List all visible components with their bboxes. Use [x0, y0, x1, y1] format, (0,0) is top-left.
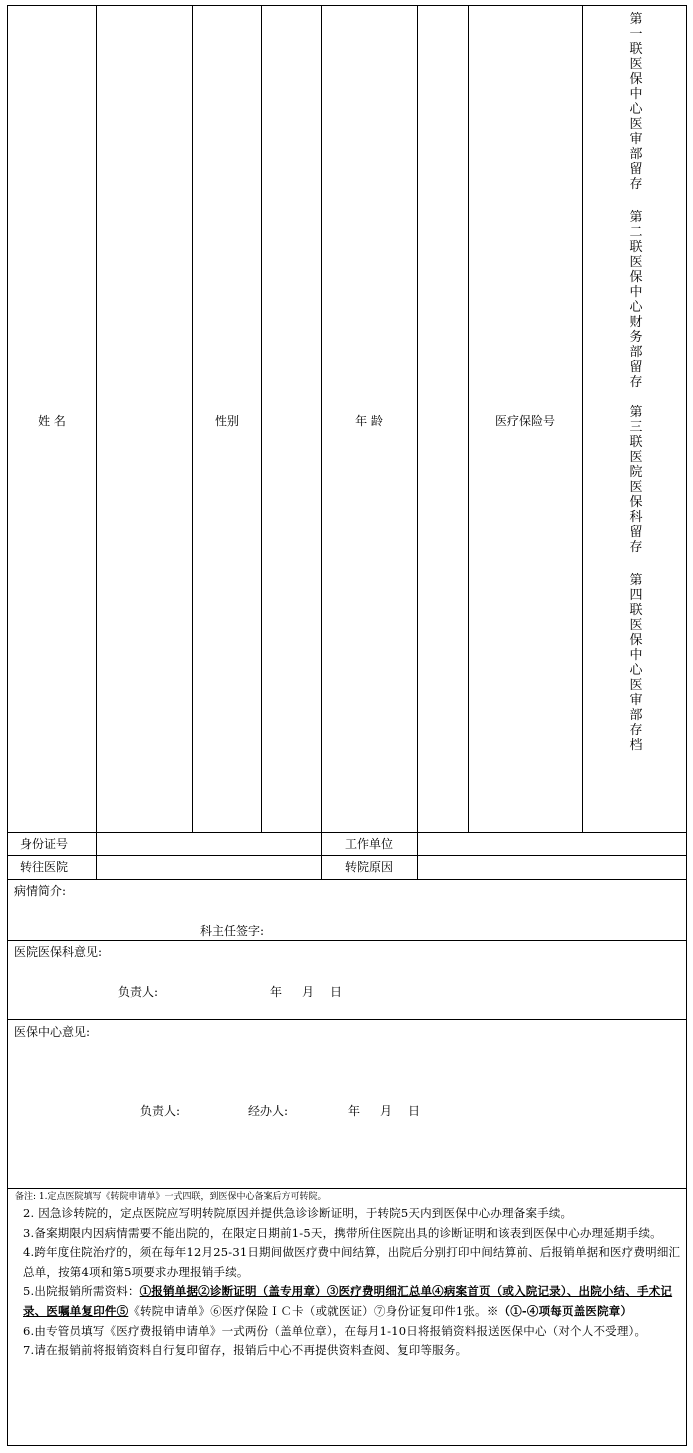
gender-label: 性别 [214, 414, 240, 428]
transfer-reason-label: 转院原因 [344, 860, 394, 874]
rule-center-opinion-bottom [7, 1188, 687, 1189]
rule-col-7 [582, 5, 583, 832]
copy-3-text: 第三联 医院医保科留存 [629, 405, 643, 555]
center-year-label: 年 [348, 1104, 361, 1118]
hospital-month-label: 月 [302, 985, 315, 999]
center-day-label: 日 [408, 1104, 421, 1118]
name-label: 姓 名 [38, 414, 66, 428]
note-6: 6.由专管员填写《医疗费报销申请单》一式两份（盖单位章），在每月1-10日将报销资料报送医保中心（对个人不受理）。 [23, 1323, 647, 1338]
target-hospital-label: 转往医院 [20, 860, 69, 874]
note-5 [15, 1282, 681, 1321]
note-4: 4.跨年度住院治疗的，须在每年12月25-31日期间做医疗费中间结算，出院后分别打印中间结算前、后报销单据和医疗费明细汇总单，按第4项和第5项要求办理报销手续。 [23, 1245, 681, 1279]
copy-2-text: 第二联 医保中心财务部留存 [629, 210, 643, 390]
rule-hospital-row-bottom [7, 879, 687, 880]
director-signature-label: 科主任签字: [200, 924, 265, 938]
age-label: 年 龄 [355, 414, 383, 428]
hospital-responsible-label: 负责人: [118, 985, 159, 999]
rule-col-5 [417, 5, 418, 879]
note-7: 7.请在报销前将报销资料自行复印留存，报销后中心不再提供资料查阅、复印等服务。 [23, 1343, 468, 1358]
rule-hospital-opinion-bottom [7, 1019, 687, 1020]
rule-id-row-bottom [7, 855, 687, 856]
hospital-day-label: 日 [330, 985, 343, 999]
center-opinion-label: 医保中心意见: [14, 1025, 91, 1039]
rule-col-1 [96, 5, 97, 879]
note-2: 2. 因急诊转院的，定点医院应写明转院原因并提供急诊诊断证明，于转院5天内到医保中心办理备案手续。 [23, 1206, 573, 1220]
copy-4-text: 第四联 医保中心医审部存档 [629, 573, 643, 753]
note-5-prefix: 5.出院报销所需资料： [23, 1284, 140, 1299]
note-5-tail: （①-④项每页盖医院章） [498, 1303, 633, 1318]
notes-section [15, 1190, 681, 1361]
hospital-opinion-label: 医院医保科意见: [14, 945, 103, 959]
center-month-label: 月 [380, 1104, 393, 1118]
rule-col-4 [321, 5, 322, 879]
hospital-year-label: 年 [270, 985, 283, 999]
rule-col-2 [192, 5, 193, 832]
rule-col-6 [468, 5, 469, 832]
note-3: 3.备案期限内因病情需要不能出院的，在限定日期前1-5天，携带所住医院出具的诊断证明和该表到医保中心办理延期手续。 [23, 1225, 662, 1240]
insurance-number-label: 医疗保险号 [494, 414, 556, 428]
note-5-required-docs: ①报销单据②诊断证明（盖专用章）③医疗费明细汇总单④病案首页（或入院记录）、出院小结、手术记录、医嘱单复印件⑤ [23, 1284, 673, 1318]
note-1: 备注: 1.定点医院填写《转院申请单》一式四联，到医保中心备案后方可转院。 [15, 1192, 327, 1202]
rule-top-table-bottom [7, 832, 687, 833]
condition-label: 病情简介: [14, 884, 67, 898]
work-unit-label: 工作单位 [344, 837, 394, 851]
id-card-label: 身份证号 [20, 837, 69, 851]
copy-1-text: 第一联 医保中心医审部留存 [629, 12, 643, 192]
center-handler-label: 经办人: [248, 1104, 289, 1118]
note-5-rest: 《转院申请单》⑥医疗保险ＩＣ卡（或就医证）⑦身份证复印件1张。※ [128, 1303, 499, 1318]
rule-col-3 [261, 5, 262, 832]
center-responsible-label: 负责人: [140, 1104, 181, 1118]
rule-condition-bottom [7, 940, 687, 941]
